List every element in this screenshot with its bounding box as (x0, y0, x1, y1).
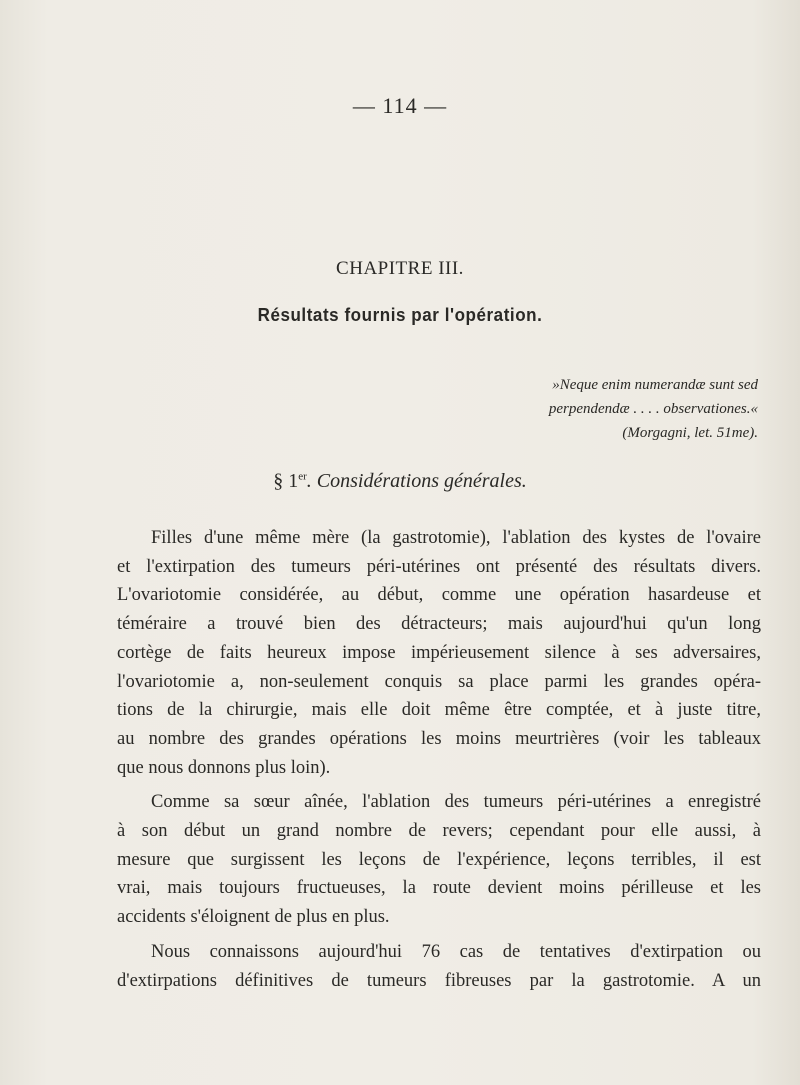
section-title: . Considérations générales. (306, 470, 527, 492)
paragraph (83, 524, 761, 782)
section-number-suffix: er (298, 470, 307, 483)
text-line: mesure que surgissent les leçons de l'expérience, leçons terribles, il est (117, 849, 761, 870)
text-line: tions de la chirurgie, mais elle doit même être comptée, et à juste titre, (117, 700, 761, 721)
page-number: — 114 — (352, 93, 448, 118)
text-line: que nous donnons plus loin). (117, 757, 331, 778)
text-line: et l'extirpation des tumeurs péri-utérines ont présenté des résultats divers. (117, 556, 761, 577)
text-line: vrai, mais toujours fructueuses, la route devient moins périlleuse et les (117, 878, 761, 899)
epigraph-line: »Neque enim numerandæ sunt sed (552, 377, 758, 393)
epigraph-line: perpendendæ . . . . observationes.« (548, 401, 758, 417)
text-line: à son début un grand nombre de revers; cependant pour elle aussi, à (117, 821, 761, 842)
chapter-heading: CHAPITRE III. (336, 258, 464, 279)
epigraph (298, 373, 758, 445)
text-line: l'ovariotomie a, non-seulement conquis sa place parmi les grandes opéra- (117, 671, 761, 692)
epigraph-citation: (Morgagni, let. 51me). (622, 425, 758, 441)
chapter-title: Résultats fournis par l'opération. (257, 304, 543, 325)
section-number: § 1 (273, 470, 299, 492)
text-line: accidents s'éloignent de plus en plus. (117, 907, 390, 928)
body-text (83, 524, 761, 1001)
section-heading (0, 470, 800, 493)
text-line: Filles d'une même mère (la gastrotomie), l'ablation des kystes de l'ovaire (151, 528, 761, 548)
text-line: cortège de faits heureux impose impérieusement silence à ses adversaires, (117, 642, 761, 663)
text-line: Comme sa sœur aînée, l'ablation des tumeurs péri-utérines a enregistré (151, 792, 761, 813)
text-line: d'extirpations définitives de tumeurs fibreuses par la gastrotomie. A un (117, 970, 761, 991)
paragraph (83, 788, 761, 932)
text-line: Nous connaissons aujourd'hui 76 cas de tentatives d'extirpation ou (151, 941, 761, 962)
text-line: L'ovariotomie considérée, au début, comme une opération hasardeuse et (117, 585, 761, 606)
paragraph (83, 938, 761, 995)
text-line: téméraire a trouvé bien des détracteurs; mais aujourd'hui qu'un long (117, 614, 761, 635)
text-line: au nombre des grandes opérations les moins meurtrières (voir les tableaux (117, 728, 761, 749)
